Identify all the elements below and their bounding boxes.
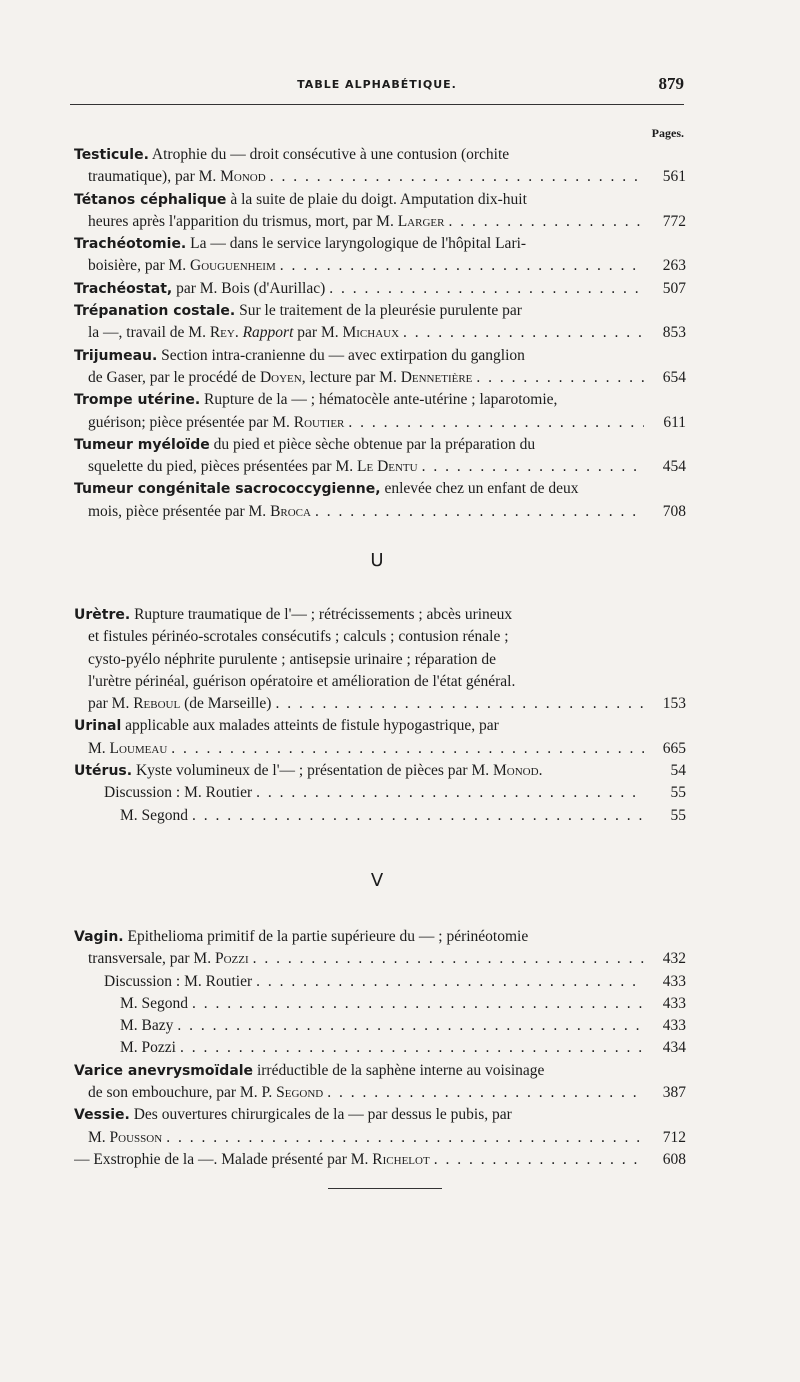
entry-line bbox=[74, 389, 686, 411]
entry-text: applicable aux malades atteints de fistule hypogastrique, par bbox=[121, 717, 499, 735]
entry-line bbox=[74, 1104, 686, 1126]
entry-text: irréductible de la saphène interne au voisinage bbox=[253, 1061, 545, 1079]
page-reference: 432 bbox=[662, 950, 686, 968]
page-reference: 665 bbox=[662, 739, 686, 757]
entry-text: . bbox=[234, 324, 243, 342]
entry-text: M. Bazy bbox=[120, 1017, 174, 1035]
entry-text: — Exstrophie de la —. Malade présenté par M. bbox=[74, 1150, 373, 1168]
entry-text: l'urètre périnéal, guérison opératoire et amélioration de l'état général. bbox=[88, 672, 516, 690]
index-entry bbox=[74, 604, 686, 715]
entry-text: La — dans le service laryngologique de l'hôpital Lari- bbox=[186, 235, 527, 253]
entry-text: du pied et pièce sèche obtenue par la préparation du bbox=[209, 435, 536, 453]
dot-leader bbox=[270, 166, 644, 188]
dot-leader bbox=[256, 782, 644, 804]
page-reference: 434 bbox=[662, 1039, 686, 1057]
page-reference: 263 bbox=[662, 257, 686, 275]
section-letter-u: U bbox=[370, 550, 384, 571]
entry-text: Rupture traumatique de l'— ; rétrécissements ; abcès urineux bbox=[130, 606, 513, 623]
dot-leader bbox=[180, 1037, 644, 1059]
index-entry bbox=[74, 144, 686, 189]
author-name: Monod bbox=[493, 762, 539, 780]
entry-line bbox=[74, 671, 686, 693]
index-entry bbox=[74, 300, 686, 345]
section-v-entries bbox=[74, 926, 686, 1171]
entry-text: Discussion : M. Routier bbox=[104, 784, 253, 802]
index-entry bbox=[74, 189, 686, 234]
entry-text: à la suite de plaie du doigt. Amputation dix-huit bbox=[226, 190, 527, 208]
page-reference: 708 bbox=[662, 502, 686, 520]
entry-heading: Trachéostat, bbox=[74, 280, 173, 297]
page-number: 879 bbox=[658, 74, 684, 93]
dot-leader bbox=[192, 805, 644, 827]
entry-line bbox=[74, 948, 686, 970]
author-name: Doyen bbox=[259, 368, 302, 386]
running-title: TABLE ALPHABÉTIQUE. bbox=[297, 78, 457, 91]
section-t-entries bbox=[74, 144, 686, 523]
entry-heading: Vagin. bbox=[74, 929, 124, 945]
entry-line bbox=[74, 1127, 686, 1149]
dot-leader bbox=[403, 322, 644, 344]
entry-text: par M. Bois (d'Aurillac) bbox=[172, 279, 326, 297]
dot-leader bbox=[192, 993, 644, 1015]
dot-leader bbox=[171, 738, 644, 760]
entry-line bbox=[74, 1149, 686, 1171]
index-entry bbox=[74, 278, 686, 300]
entry-line bbox=[74, 189, 686, 211]
entry-text: Epithelioma primitif de la partie supérieure du — ; périnéotomie bbox=[123, 928, 529, 945]
running-header bbox=[70, 72, 684, 102]
author-name: Segond bbox=[276, 1084, 324, 1102]
entry-line bbox=[74, 211, 686, 233]
entry-text: Kyste volumineux de l'— ; présentation de pièces par M. bbox=[132, 762, 494, 780]
entry-text: . bbox=[538, 762, 543, 780]
entry-line bbox=[74, 760, 686, 782]
page-reference: 611 bbox=[663, 413, 686, 431]
index-entry bbox=[74, 345, 686, 390]
dot-leader bbox=[476, 367, 644, 389]
author-name: Loumeau bbox=[109, 739, 168, 757]
entry-text: , lecture par M. bbox=[301, 368, 401, 386]
entry-line bbox=[74, 456, 686, 478]
entry-heading: Utérus. bbox=[74, 763, 133, 780]
dot-leader bbox=[253, 948, 644, 970]
entry-line bbox=[74, 144, 686, 166]
entry-heading: Tétanos céphalique bbox=[74, 191, 227, 208]
entry-heading: Vessie. bbox=[74, 1107, 130, 1124]
entry-heading: Tumeur congénitale sacrococcygienne, bbox=[74, 481, 381, 498]
entry-text: mois, pièce présentée par M. bbox=[88, 502, 271, 520]
entry-text: Sur le traitement de la pleurésie purulente par bbox=[235, 302, 522, 320]
entry-heading: Urinal bbox=[74, 718, 122, 735]
entry-heading: Trompe utérine. bbox=[74, 392, 201, 409]
page-reference: 654 bbox=[662, 368, 686, 386]
author-name: Michaux bbox=[342, 324, 400, 342]
author-name: Rey bbox=[209, 324, 235, 342]
author-name: Pousson bbox=[109, 1128, 163, 1146]
page-reference: 853 bbox=[662, 324, 686, 342]
entry-line bbox=[74, 367, 686, 389]
entry-line bbox=[74, 166, 686, 188]
entry-line bbox=[74, 501, 686, 523]
entry-text: squelette du pied, pièces présentées par M. bbox=[88, 458, 358, 476]
index-entry bbox=[74, 926, 686, 1060]
section-u-entries bbox=[74, 604, 686, 827]
author-name: Gouguenheim bbox=[190, 257, 276, 275]
header-rule bbox=[70, 104, 684, 105]
entry-line bbox=[74, 1082, 686, 1104]
entry-text: (de Marseille) bbox=[180, 695, 272, 713]
page-reference: 55 bbox=[670, 806, 686, 824]
page-reference: 54 bbox=[670, 762, 686, 780]
entry-line bbox=[74, 478, 686, 500]
dot-leader bbox=[327, 1082, 644, 1104]
entry-text: M. bbox=[88, 739, 110, 757]
entry-text: enlevée chez un enfant de deux bbox=[380, 480, 579, 498]
entry-heading: Trépanation costale. bbox=[74, 303, 236, 320]
page-reference: 433 bbox=[662, 994, 686, 1012]
dot-leader bbox=[422, 456, 644, 478]
section-letter-v: V bbox=[370, 870, 384, 891]
entry-heading: Trachéotomie. bbox=[74, 236, 187, 253]
entry-text: Section intra-cranienne du — avec extirpation du ganglion bbox=[157, 346, 525, 364]
italic-text: Rapport bbox=[242, 324, 294, 342]
entry-text: Atrophie du — droit consécutive à une contusion (orchite bbox=[148, 146, 510, 163]
entry-line bbox=[74, 649, 686, 671]
entry-line bbox=[74, 1015, 686, 1037]
author-name: Broca bbox=[270, 502, 311, 520]
author-name: Dennetière bbox=[400, 368, 473, 386]
page-reference: 433 bbox=[662, 1017, 686, 1035]
entry-line bbox=[74, 993, 686, 1015]
entry-line bbox=[74, 715, 686, 737]
entry-line bbox=[74, 434, 686, 456]
entry-line bbox=[74, 926, 686, 948]
entry-text: Rupture de la — ; hématocèle ante-utérine ; laparotomie, bbox=[200, 391, 558, 409]
end-rule bbox=[328, 1188, 442, 1189]
entry-heading: Testicule. bbox=[74, 147, 149, 163]
dot-leader bbox=[315, 501, 644, 523]
author-name: Reboul bbox=[133, 695, 181, 713]
entry-line bbox=[74, 345, 686, 367]
index-entry bbox=[74, 1060, 686, 1105]
index-entry bbox=[74, 233, 686, 278]
entry-text: Discussion : M. Routier bbox=[104, 972, 253, 990]
author-name: Pozzi bbox=[214, 950, 249, 968]
index-entry bbox=[74, 715, 686, 760]
author-name: Routier bbox=[293, 413, 345, 431]
dot-leader bbox=[329, 278, 644, 300]
entry-text: guérison; pièce présentée par M. bbox=[88, 413, 294, 431]
entry-line bbox=[74, 738, 686, 760]
dot-leader bbox=[434, 1149, 644, 1171]
author-name: Le Dentu bbox=[357, 458, 418, 476]
entry-text: Des ouvertures chirurgicales de la — par dessus le pubis, par bbox=[129, 1106, 512, 1124]
entry-text: de Gaser, par le procédé de bbox=[88, 368, 260, 386]
page-reference: 55 bbox=[670, 784, 686, 802]
entry-line bbox=[74, 412, 686, 434]
entry-line bbox=[74, 971, 686, 993]
entry-line bbox=[74, 604, 686, 626]
entry-line bbox=[74, 322, 686, 344]
page-reference: 712 bbox=[662, 1128, 686, 1146]
page-reference: 454 bbox=[662, 458, 686, 476]
entry-text: et fistules périnéo-scrotales consécutifs ; calculs ; contusion rénale ; bbox=[88, 628, 509, 646]
index-entry bbox=[74, 389, 686, 434]
index-entry bbox=[74, 760, 686, 827]
entry-line bbox=[74, 1060, 686, 1082]
entry-text: transversale, par M. bbox=[88, 950, 215, 968]
dot-leader bbox=[177, 1015, 644, 1037]
page-reference: 561 bbox=[662, 168, 686, 186]
entry-text: M. Segond bbox=[120, 994, 189, 1012]
pages-column-label: Pages. bbox=[651, 126, 684, 140]
index-entry bbox=[74, 478, 686, 523]
entry-heading: Urètre. bbox=[74, 607, 131, 623]
author-name: Richelot bbox=[372, 1150, 430, 1168]
dot-leader bbox=[275, 693, 644, 715]
page-reference: 433 bbox=[662, 972, 686, 990]
entry-text: M. bbox=[88, 1128, 110, 1146]
index-entry bbox=[74, 1104, 686, 1171]
entry-heading: Tumeur myéloïde bbox=[74, 436, 210, 453]
page-reference: 772 bbox=[662, 212, 686, 230]
entry-line bbox=[74, 233, 686, 255]
entry-text: par M. bbox=[88, 695, 134, 713]
page-reference: 507 bbox=[662, 279, 686, 297]
entry-text: cysto-pyélo néphrite purulente ; antisepsie urinaire ; réparation de bbox=[88, 650, 497, 668]
author-name: Monod bbox=[220, 168, 266, 186]
entry-text: par M. bbox=[293, 324, 343, 342]
page-reference: 387 bbox=[662, 1084, 686, 1102]
entry-text: la —, travail de M. bbox=[88, 324, 210, 342]
entry-text: M. Pozzi bbox=[120, 1039, 176, 1057]
dot-leader bbox=[348, 412, 644, 434]
entry-line bbox=[74, 278, 686, 300]
dot-leader bbox=[256, 971, 644, 993]
entry-line bbox=[74, 782, 686, 804]
dot-leader bbox=[448, 211, 644, 233]
entry-line bbox=[74, 1037, 686, 1059]
entry-line bbox=[74, 626, 686, 648]
page-reference: 608 bbox=[662, 1150, 686, 1168]
entry-text: traumatique), par M. bbox=[88, 168, 221, 186]
dot-leader bbox=[280, 255, 644, 277]
entry-heading: Varice anevrysmoïdale bbox=[74, 1062, 254, 1079]
page-reference: 153 bbox=[662, 695, 686, 713]
entry-line bbox=[74, 255, 686, 277]
dot-leader bbox=[166, 1127, 644, 1149]
index-entry bbox=[74, 434, 686, 479]
author-name: Larger bbox=[397, 212, 445, 230]
entry-line bbox=[74, 805, 686, 827]
entry-text: de son embouchure, par M. P. bbox=[88, 1084, 277, 1102]
entry-line bbox=[74, 693, 686, 715]
entry-heading: Trijumeau. bbox=[74, 347, 158, 364]
entry-text: boisière, par M. bbox=[88, 257, 191, 275]
entry-line bbox=[74, 300, 686, 322]
entry-text: M. Segond bbox=[120, 806, 189, 824]
entry-text: heures après l'apparition du trismus, mort, par M. bbox=[88, 212, 398, 230]
